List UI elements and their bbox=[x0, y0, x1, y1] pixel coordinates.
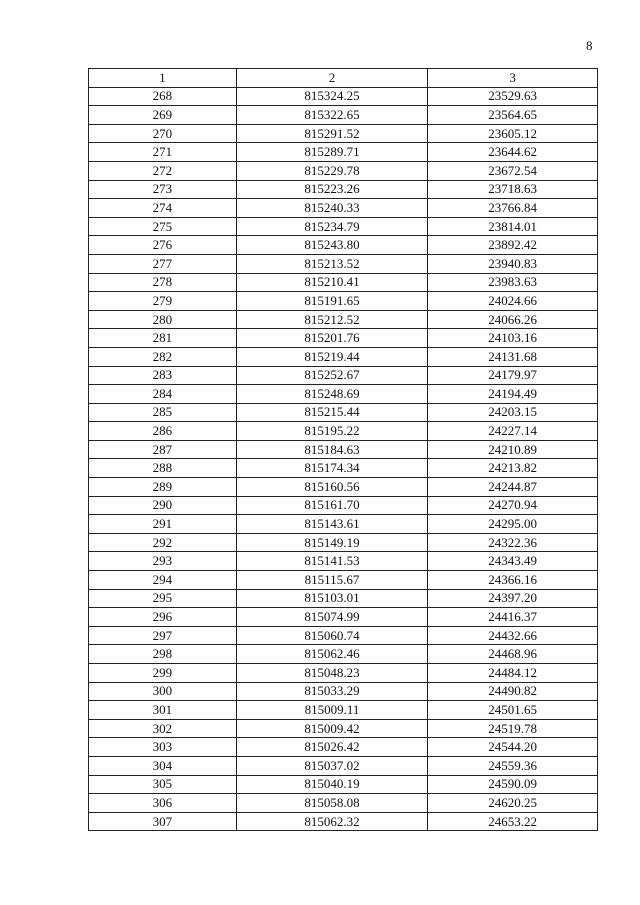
table-cell: 272 bbox=[89, 161, 237, 180]
table-cell: 23718.63 bbox=[428, 180, 598, 199]
table-cell: 815074.99 bbox=[236, 608, 428, 627]
table-cell: 298 bbox=[89, 645, 237, 664]
table-cell: 815289.71 bbox=[236, 143, 428, 162]
table-row bbox=[89, 106, 598, 125]
table-cell: 815161.70 bbox=[236, 496, 428, 515]
table-cell: 278 bbox=[89, 273, 237, 292]
table-row bbox=[89, 626, 598, 645]
table-cell: 24203.15 bbox=[428, 403, 598, 422]
table-row bbox=[89, 403, 598, 422]
table-cell: 274 bbox=[89, 199, 237, 218]
table-cell: 815141.53 bbox=[236, 552, 428, 571]
table-cell: 286 bbox=[89, 422, 237, 441]
table-row bbox=[89, 812, 598, 831]
table-cell: 300 bbox=[89, 682, 237, 701]
table-cell: 815040.19 bbox=[236, 775, 428, 794]
table-cell: 23644.62 bbox=[428, 143, 598, 162]
table-cell: 304 bbox=[89, 756, 237, 775]
table-row bbox=[89, 87, 598, 106]
table-cell: 815252.67 bbox=[236, 366, 428, 385]
table-cell: 815058.08 bbox=[236, 794, 428, 813]
table-cell: 815191.65 bbox=[236, 292, 428, 311]
table-cell: 284 bbox=[89, 385, 237, 404]
table-cell: 815115.67 bbox=[236, 571, 428, 590]
table-cell: 280 bbox=[89, 310, 237, 329]
table-cell: 815062.32 bbox=[236, 812, 428, 831]
table-cell: 24210.89 bbox=[428, 440, 598, 459]
table-cell: 815184.63 bbox=[236, 440, 428, 459]
table-row bbox=[89, 385, 598, 404]
table-cell: 24131.68 bbox=[428, 347, 598, 366]
table-row bbox=[89, 366, 598, 385]
table-cell: 815223.26 bbox=[236, 180, 428, 199]
table-cell: 293 bbox=[89, 552, 237, 571]
table-row bbox=[89, 254, 598, 273]
table-cell: 815033.29 bbox=[236, 682, 428, 701]
table-cell: 307 bbox=[89, 812, 237, 831]
table-cell: 23605.12 bbox=[428, 124, 598, 143]
table-cell: 24432.66 bbox=[428, 626, 598, 645]
table-cell: 290 bbox=[89, 496, 237, 515]
table-row bbox=[89, 552, 598, 571]
table-cell: 24295.00 bbox=[428, 515, 598, 534]
table-cell: 24024.66 bbox=[428, 292, 598, 311]
table-cell: 285 bbox=[89, 403, 237, 422]
table-cell: 24343.49 bbox=[428, 552, 598, 571]
table-row bbox=[89, 701, 598, 720]
table-cell: 289 bbox=[89, 478, 237, 497]
table-cell: 815210.41 bbox=[236, 273, 428, 292]
table-cell: 23940.83 bbox=[428, 254, 598, 273]
table-row bbox=[89, 775, 598, 794]
table-row bbox=[89, 236, 598, 255]
table-cell: 815149.19 bbox=[236, 533, 428, 552]
table-cell: 295 bbox=[89, 589, 237, 608]
table-cell: 23672.54 bbox=[428, 161, 598, 180]
table-cell: 24179.97 bbox=[428, 366, 598, 385]
table-cell: 24366.16 bbox=[428, 571, 598, 590]
table-cell: 270 bbox=[89, 124, 237, 143]
table-cell: 282 bbox=[89, 347, 237, 366]
table-cell: 297 bbox=[89, 626, 237, 645]
table-cell: 288 bbox=[89, 459, 237, 478]
table-cell: 23892.42 bbox=[428, 236, 598, 255]
table-cell: 24194.49 bbox=[428, 385, 598, 404]
table-cell: 302 bbox=[89, 719, 237, 738]
table-cell: 23564.65 bbox=[428, 106, 598, 125]
table-cell: 301 bbox=[89, 701, 237, 720]
table-cell: 24227.14 bbox=[428, 422, 598, 441]
column-header: 2 bbox=[236, 69, 428, 88]
table-cell: 275 bbox=[89, 217, 237, 236]
table-cell: 815324.25 bbox=[236, 87, 428, 106]
table-cell: 815048.23 bbox=[236, 664, 428, 683]
table-cell: 24653.22 bbox=[428, 812, 598, 831]
table-cell: 273 bbox=[89, 180, 237, 199]
table-row bbox=[89, 682, 598, 701]
table-cell: 291 bbox=[89, 515, 237, 534]
table-cell: 24590.09 bbox=[428, 775, 598, 794]
table-cell: 815219.44 bbox=[236, 347, 428, 366]
table-cell: 281 bbox=[89, 329, 237, 348]
table-cell: 24490.82 bbox=[428, 682, 598, 701]
table-row bbox=[89, 645, 598, 664]
table-row bbox=[89, 533, 598, 552]
table-row bbox=[89, 608, 598, 627]
table-cell: 815291.52 bbox=[236, 124, 428, 143]
table-cell: 24501.65 bbox=[428, 701, 598, 720]
table-row bbox=[89, 180, 598, 199]
table-row bbox=[89, 143, 598, 162]
table-cell: 299 bbox=[89, 664, 237, 683]
table-cell: 24322.36 bbox=[428, 533, 598, 552]
table-row bbox=[89, 719, 598, 738]
table-cell: 815234.79 bbox=[236, 217, 428, 236]
table-row bbox=[89, 756, 598, 775]
table-cell: 815009.11 bbox=[236, 701, 428, 720]
table-cell: 24213.82 bbox=[428, 459, 598, 478]
table-cell: 23814.01 bbox=[428, 217, 598, 236]
table-cell: 24066.26 bbox=[428, 310, 598, 329]
table-cell: 276 bbox=[89, 236, 237, 255]
table-cell: 815026.42 bbox=[236, 738, 428, 757]
table-row bbox=[89, 161, 598, 180]
table-cell: 268 bbox=[89, 87, 237, 106]
table-cell: 24544.20 bbox=[428, 738, 598, 757]
table-row bbox=[89, 459, 598, 478]
table-row bbox=[89, 329, 598, 348]
table-row bbox=[89, 422, 598, 441]
table-cell: 815037.02 bbox=[236, 756, 428, 775]
table-cell: 24468.96 bbox=[428, 645, 598, 664]
coordinates-table bbox=[88, 68, 598, 831]
table-cell: 815322.65 bbox=[236, 106, 428, 125]
table-cell: 24484.12 bbox=[428, 664, 598, 683]
table-cell: 815240.33 bbox=[236, 199, 428, 218]
table-cell: 24519.78 bbox=[428, 719, 598, 738]
table-row bbox=[89, 478, 598, 497]
table-cell: 815229.78 bbox=[236, 161, 428, 180]
table-row bbox=[89, 273, 598, 292]
table-row bbox=[89, 440, 598, 459]
table-header-row bbox=[89, 69, 598, 88]
table-cell: 815103.01 bbox=[236, 589, 428, 608]
table-cell: 306 bbox=[89, 794, 237, 813]
table-cell: 303 bbox=[89, 738, 237, 757]
table-cell: 815201.76 bbox=[236, 329, 428, 348]
table-row bbox=[89, 571, 598, 590]
table-cell: 815195.22 bbox=[236, 422, 428, 441]
table-row bbox=[89, 124, 598, 143]
table-cell: 24244.87 bbox=[428, 478, 598, 497]
table-cell: 296 bbox=[89, 608, 237, 627]
table-cell: 271 bbox=[89, 143, 237, 162]
table-row bbox=[89, 199, 598, 218]
table-row bbox=[89, 347, 598, 366]
table-cell: 24620.25 bbox=[428, 794, 598, 813]
table-row bbox=[89, 217, 598, 236]
table-cell: 815143.61 bbox=[236, 515, 428, 534]
table-cell: 24559.36 bbox=[428, 756, 598, 775]
table-row bbox=[89, 738, 598, 757]
table-cell: 305 bbox=[89, 775, 237, 794]
table-cell: 294 bbox=[89, 571, 237, 590]
table-cell: 815060.74 bbox=[236, 626, 428, 645]
table-cell: 23529.63 bbox=[428, 87, 598, 106]
table-cell: 815062.46 bbox=[236, 645, 428, 664]
table-row bbox=[89, 292, 598, 311]
table-row bbox=[89, 310, 598, 329]
column-header: 3 bbox=[428, 69, 598, 88]
table-row bbox=[89, 496, 598, 515]
table-cell: 815243.80 bbox=[236, 236, 428, 255]
table-cell: 815212.52 bbox=[236, 310, 428, 329]
table-cell: 815009.42 bbox=[236, 719, 428, 738]
table-cell: 24103.16 bbox=[428, 329, 598, 348]
table-cell: 24397.20 bbox=[428, 589, 598, 608]
table-row bbox=[89, 589, 598, 608]
table-cell: 279 bbox=[89, 292, 237, 311]
table-cell: 269 bbox=[89, 106, 237, 125]
table-row bbox=[89, 794, 598, 813]
table-cell: 24416.37 bbox=[428, 608, 598, 627]
table-cell: 815213.52 bbox=[236, 254, 428, 273]
table-cell: 24270.94 bbox=[428, 496, 598, 515]
table-row bbox=[89, 664, 598, 683]
table-cell: 815248.69 bbox=[236, 385, 428, 404]
page-number: 8 bbox=[586, 38, 593, 53]
table-row bbox=[89, 515, 598, 534]
table-cell: 23983.63 bbox=[428, 273, 598, 292]
table-cell: 815215.44 bbox=[236, 403, 428, 422]
table-cell: 277 bbox=[89, 254, 237, 273]
table-cell: 292 bbox=[89, 533, 237, 552]
table-cell: 815174.34 bbox=[236, 459, 428, 478]
table-cell: 287 bbox=[89, 440, 237, 459]
table-cell: 283 bbox=[89, 366, 237, 385]
table-cell: 815160.56 bbox=[236, 478, 428, 497]
column-header: 1 bbox=[89, 69, 237, 88]
table-cell: 23766.84 bbox=[428, 199, 598, 218]
